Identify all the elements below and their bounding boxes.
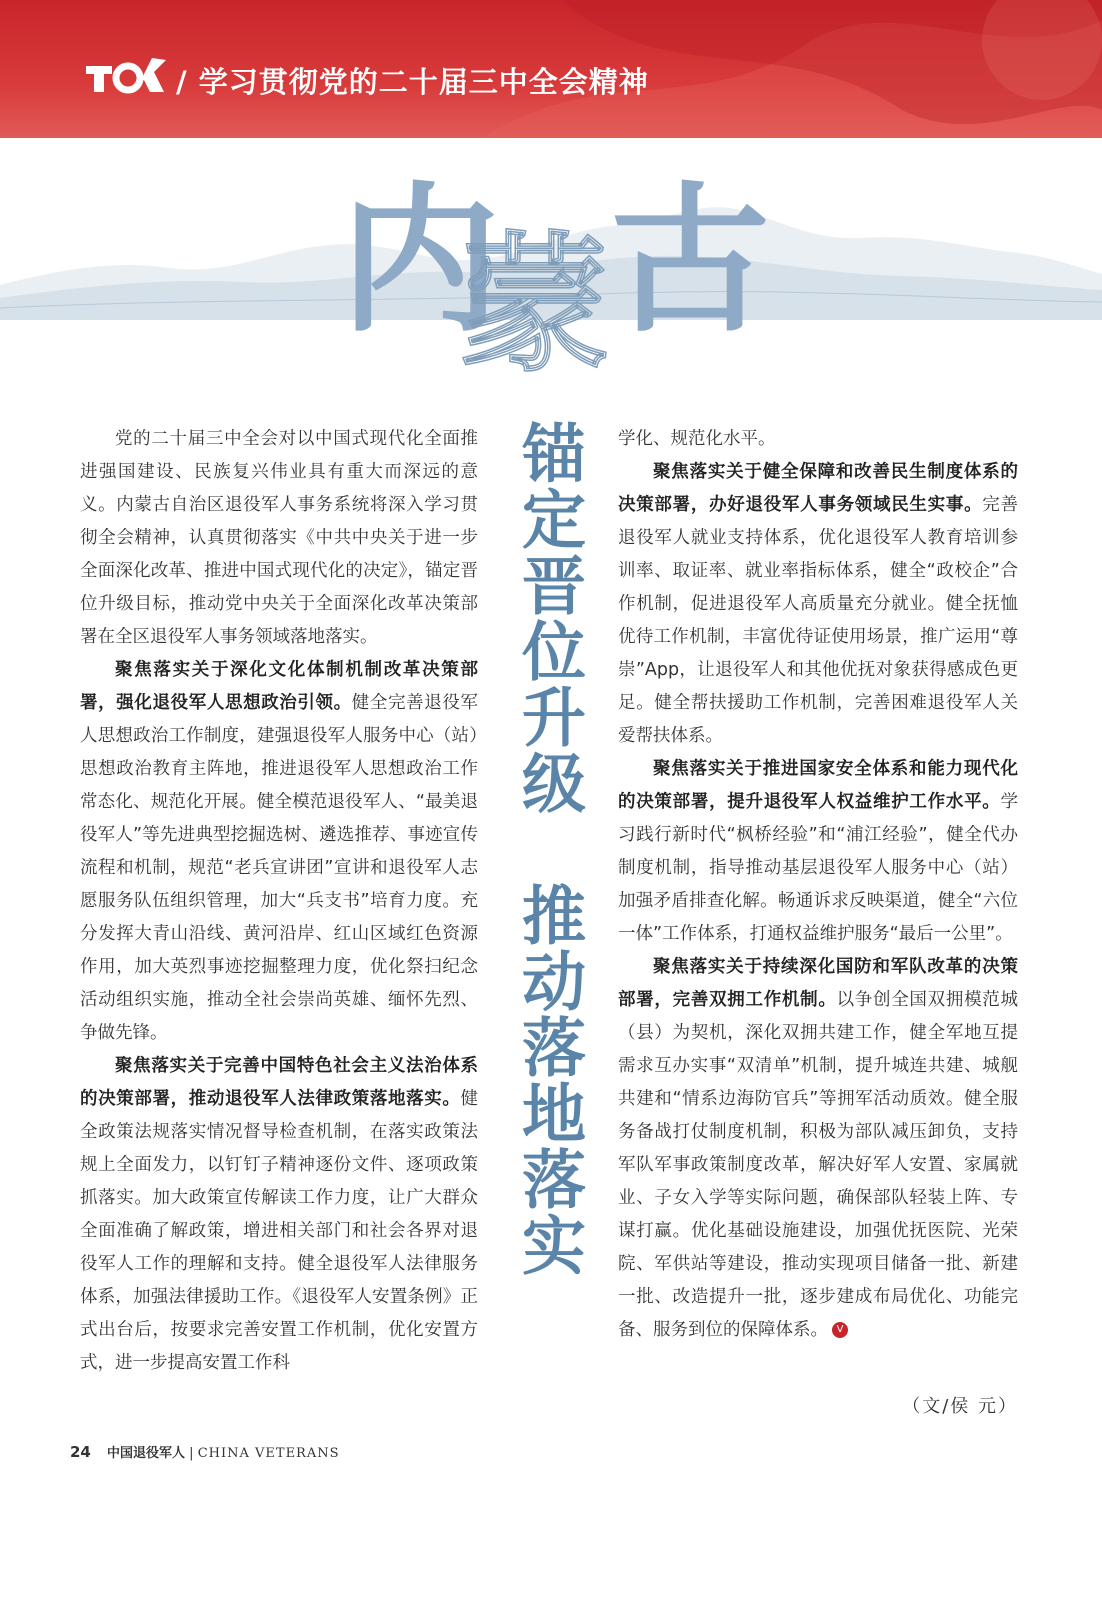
article-column-right (618, 423, 1018, 1347)
article-headline: 锚定晋位升级 推动落地落实 (511, 420, 586, 1278)
byline: （文/侯 元） (902, 1396, 1018, 1417)
paragraph (80, 654, 478, 1050)
paragraph-lead: 聚焦落实关于持续深化国防和军队改革的决策部署，完善双拥工作机制。 (618, 957, 1018, 1010)
paragraph (618, 456, 1018, 753)
paragraph-text: 学习践行新时代“枫桥经验”和“浦江经验”，健全代办制度机制，指导推动基层退役军人服务中心（站）加强矛盾排查化解。畅通诉求反映渠道，健全“六位一体”工作体系，打通权益维护服务“最后一公里”。 (618, 792, 1018, 944)
magazine-name: 中国退役军人 (107, 1446, 186, 1461)
paragraph (80, 423, 478, 654)
magazine-name-en: CHINA VETERANS (197, 1446, 340, 1461)
header-banner (0, 0, 1102, 138)
article-column-left (80, 423, 478, 1380)
region-title-char-2: 蒙 (460, 217, 611, 393)
paragraph-text: 完善退役军人就业支持体系，优化退役军人教育培训参训率、取证率、就业率指标体系，健全“政校企”合作机制，促进退役军人高质量充分就业。健全抚恤优待工作机制，丰富优待证使用场景，推广运用“尊崇”App，让退役军人和其他优抚对象获得感成色更足。健全帮扶援助工作机制，完善困难退役军人关爱帮扶体系。 (618, 495, 1019, 746)
paragraph-text: 党的二十届三中全会对以中国式现代化全面推进强国建设、民族复兴伟业具有重大而深远的意义。内蒙古自治区退役军人事务系统将深入学习贯彻全会精神，认真贯彻落实《中共中央关于进一步全面深化改革、推进中国式现代化的决定》，锚定晋位升级目标，推动党中央关于全面深化改革决策部署在全区退役军人事务领域落地落实。 (80, 429, 478, 647)
paragraph-lead: 聚焦落实关于完善中国特色社会主义法治体系的决策部署，推动退役军人法律政策落地落实。 (80, 1056, 478, 1109)
paragraph (618, 951, 1018, 1347)
footer-separator: | (189, 1446, 194, 1461)
paragraph (618, 753, 1018, 951)
region-title-char-1: 内 (340, 166, 501, 354)
paragraph-text: 以争创全国双拥模范城（县）为契机，深化双拥共建工作，健全军地互提需求互办实事“双清单”机制，提升城连共建、城舰共建和“情系边海防官兵”等拥军活动质效。健全服务备战打仗制度机制，积极为部队减压卸负，支持军队军事政策制度改革，解决好军人安置、家属就业、子女入学等实际问题，确保部队轻装上阵、专谋打赢。优化基础设施建设，加强优抚医院、光荣院、军供站等建设，推动实现项目储备一批、新建一批、改造提升一批，逐步建成布局优化、功能完备、服务到位的保障体系。 (618, 990, 1019, 1340)
paragraph-lead: 聚焦落实关于深化文化体制机制改革决策部署，强化退役军人思想政治引领。 (80, 660, 478, 713)
end-mark-icon: V (832, 1322, 848, 1338)
paragraph-text: 健全完善退役军人思想政治工作制度，建强退役军人服务中心（站）思想政治教育主阵地，推进退役军人思想政治工作常态化、规范化开展。健全模范退役军人、“最美退役军人”等先进典型挖掘选树、遴选推荐、事迹宣传流程和机制，规范“老兵宣讲团”宣讲和退役军人志愿服务队伍组织管理，加大“兵支书”培育力度。充分发挥大青山沿线、黄河沿岸、红山区域红色资源作用，加大英烈事迹挖掘整理力度，优化祭扫纪念活动组织实施，推动全社会崇尚英雄、缅怀先烈、争做先锋。 (80, 693, 479, 1043)
paragraph-lead: 聚焦落实关于健全保障和改善民生制度体系的决策部署，办好退役军人事务领域民生实事。 (618, 462, 1018, 515)
paragraph-text: 学化、规范化水平。 (618, 429, 776, 449)
section-title: / 学习贯彻党的二十届三中全会精神 (176, 65, 649, 99)
page-footer (70, 1442, 340, 1461)
paragraph-lead: 聚焦落实关于推进国家安全体系和能力现代化的决策部署，提升退役军人权益维护工作水平。 (618, 759, 1018, 812)
page-number: 24 (70, 1443, 91, 1461)
region-title-char-3: 古 (610, 166, 771, 354)
region-title (340, 166, 800, 400)
paragraph-text: 健全政策法规落实情况督导检查机制，在落实政策法规上全面发力，以钉钉子精神逐份文件、逐项政策抓落实。加大政策宣传解读工作力度，让广大群众全面准确了解政策，增进相关部门和社会各界对退役军人工作的理解和支持。健全退役军人法律服务体系，加强法律援助工作。《退役军人安置条例》正式出台后，按要求完善安置工作机制，优化安置方式，进一步提高安置工作科 (80, 1089, 478, 1373)
paragraph (618, 423, 1018, 456)
paragraph (80, 1050, 478, 1380)
magazine-logo-icon (82, 52, 168, 98)
